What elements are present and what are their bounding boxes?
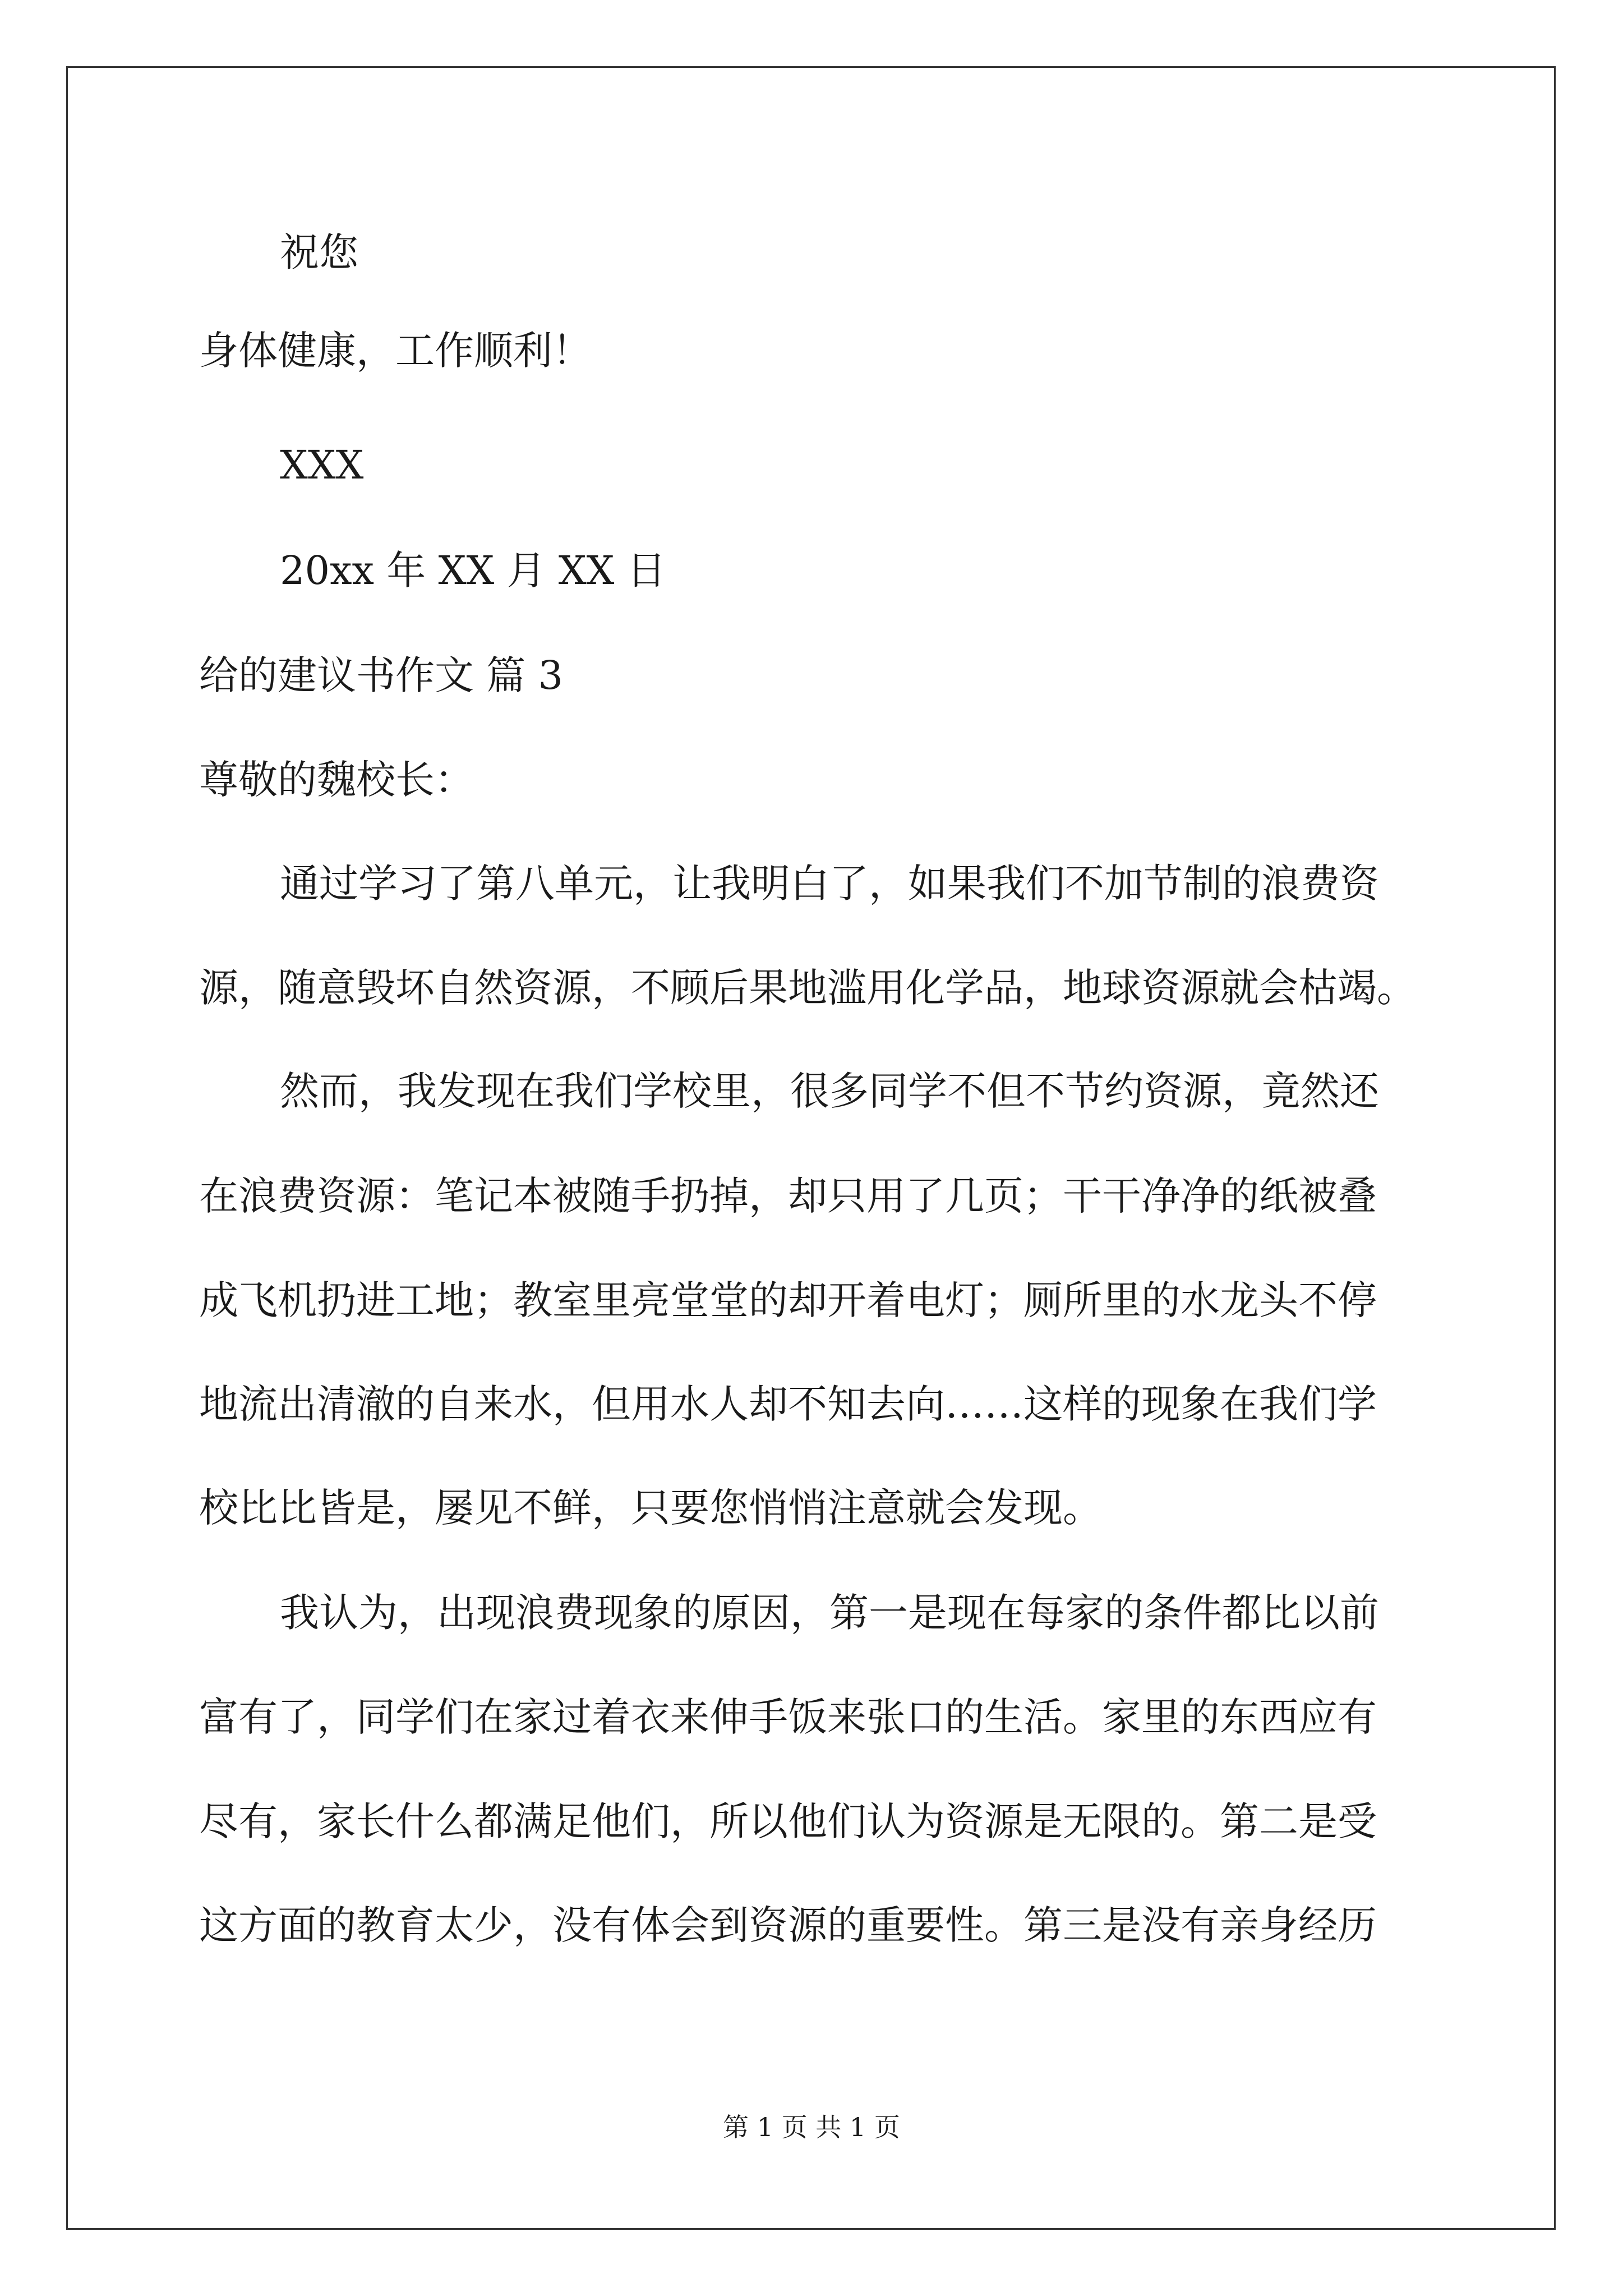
section-heading: 给的建议书作文 篇 3 — [199, 652, 564, 698]
paragraph-line: 这方面的教育太少，没有体会到资源的重要性。第三是没有亲身经历 — [199, 1902, 1377, 1948]
signature-name: XXX — [280, 442, 364, 488]
paragraph-line: 通过学习了第八单元，让我明白了，如果我们不加节制的浪费资 — [280, 861, 1379, 907]
paragraph-line: 富有了，同学们在家过着衣来伸手饭来张口的生活。家里的东西应有 — [199, 1694, 1377, 1740]
closing-wish: 身体健康，工作顺利！ — [199, 328, 592, 374]
paragraph-line: 校比比皆是，屡见不鲜，只要您悄悄注意就会发现。 — [199, 1485, 1102, 1531]
paragraph-line: 尽有，家长什么都满足他们，所以他们认为资源是无限的。第二是受 — [199, 1798, 1377, 1844]
paragraph-line: 我认为，出现浪费现象的原因，第一是现在每家的条件都比以前 — [280, 1590, 1379, 1636]
paragraph-line: 地流出清澈的自来水，但用水人却不知去向……这样的现象在我们学 — [199, 1381, 1377, 1427]
paragraph-line: 然而，我发现在我们学校里，很多同学不但不节约资源，竟然还 — [280, 1068, 1379, 1114]
closing-line: 祝您 — [280, 229, 358, 275]
page-footer: 第 1 页 共 1 页 — [723, 2112, 900, 2142]
salutation: 尊敬的魏校长： — [199, 757, 474, 803]
signature-date: 20xx 年 XX 月 XX 日 — [280, 547, 666, 593]
paragraph-line: 源，随意毁坏自然资源，不顾后果地滥用化学品，地球资源就会枯竭。 — [199, 965, 1416, 1011]
paragraph-line: 在浪费资源：笔记本被随手扔掉，却只用了几页；干干净净的纸被叠 — [199, 1173, 1377, 1219]
paragraph-line: 成飞机扔进工地；教室里亮堂堂的却开着电灯；厕所里的水龙头不停 — [199, 1277, 1377, 1323]
